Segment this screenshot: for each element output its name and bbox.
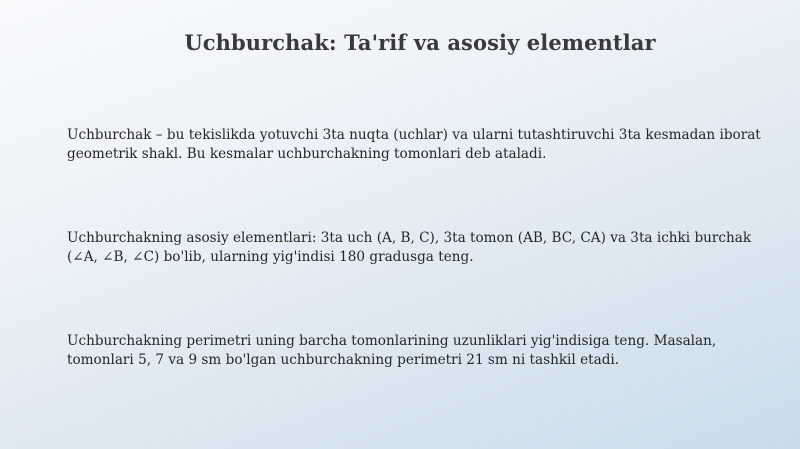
paragraph-definition: Uchburchak – bu tekislikda yotuvchi 3ta nuqta (uchlar) va ularni tutashtiruvchi 3ta kesmadan iborat geometrik shakl. Bu kesmalar uchburchakning tomonlari deb ataladi. bbox=[67, 127, 761, 162]
paragraph-perimeter: Uchburchakning perimetri uning barcha tomonlarining uzunliklari yig'indisiga teng. Masalan, tomonlari 5, 7 va 9 sm bo'lgan uchburchakning perimetri 21 sm ni tashkil etadi. bbox=[67, 333, 717, 368]
slide-title: Uchburchak: Ta'rif va asosiy elementlar bbox=[184, 30, 656, 55]
paragraph-elements: Uchburchakning asosiy elementlari: 3ta uch (A, B, C), 3ta tomon (AB, BC, CA) va 3ta ichki burchak (∠A, ∠B, ∠C) bo'lib, ularning yig'indisi 180 gradusga teng. bbox=[67, 230, 752, 265]
